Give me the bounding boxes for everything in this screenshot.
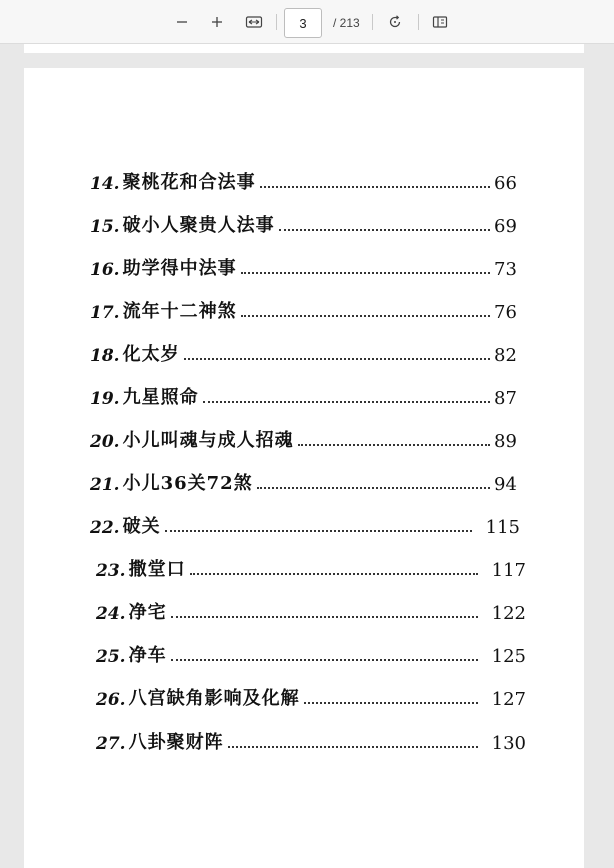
toc-leader [184,358,490,360]
toc-leader [171,616,478,618]
toc-title: 破小人聚贵人法事 [122,215,275,236]
toc-entry[interactable] [96,637,526,667]
toc-number: 20. [90,432,120,452]
page-view-icon [432,15,448,29]
toc-number: 21. [90,475,120,495]
toc-number: 19. [90,389,120,409]
toc-title: 化太岁 [122,344,180,365]
toc-leader [228,746,478,748]
toc-leader [260,186,490,188]
toc-page-number: 76 [494,302,517,323]
toc-leader [298,444,490,446]
toc-page-number: 82 [494,345,517,366]
toc-number: 23. [96,561,126,581]
toc-page-number: 122 [491,603,526,624]
previous-page-edge [24,44,584,53]
toc-page-number: 115 [485,517,520,538]
toc-number: 18. [90,346,120,366]
toc-entry[interactable] [90,336,520,366]
page-number-input[interactable] [284,8,322,38]
zoom-out-icon [175,15,189,29]
toc-page-number: 94 [494,474,517,495]
pdf-toolbar [0,0,614,44]
toc-title: 破关 [122,516,161,537]
toc-title: 撒堂口 [128,559,186,580]
toc-leader [190,573,478,575]
toc-page-number: 127 [491,689,526,710]
toc-entry[interactable] [96,724,526,754]
toc-number: 24. [96,604,126,624]
toc-number: 17. [90,303,120,323]
toc-title: 八卦聚财阵 [128,732,224,753]
toc-title: 小儿叫魂与成人招魂 [122,430,294,451]
toc-number: 27. [96,734,126,754]
fit-width-button[interactable] [242,10,266,34]
toc-title: 小儿36关72煞 [122,473,253,494]
toc-page-number: 89 [494,431,517,452]
zoom-in-icon [210,15,224,29]
toc-page-number: 125 [491,646,526,667]
toc-title: 聚桃花和合法事 [122,172,256,193]
toc-number: 25. [96,647,126,667]
toc-title: 九星照命 [122,387,199,408]
toc-entry[interactable] [96,594,526,624]
toc-entry[interactable] [90,379,520,409]
toc-page-number: 130 [491,733,526,754]
toc-entry[interactable] [90,465,520,495]
toc-number: 26. [96,690,126,710]
toc-title: 净宅 [128,602,167,623]
toc-number: 16. [90,260,120,280]
toc-title: 八宫缺角影响及化解 [128,688,300,709]
toc-page-number: 87 [494,388,517,409]
toc-entry[interactable] [90,508,520,538]
toc-leader [171,659,478,661]
fit-width-icon [245,15,263,29]
toc-title: 净车 [128,645,167,666]
zoom-in-button[interactable] [205,10,229,34]
page-view-button[interactable] [428,10,452,34]
rotate-icon [387,14,403,30]
toc-entry[interactable] [90,293,520,323]
rotate-button[interactable] [383,10,407,34]
toc-entry[interactable] [90,164,520,194]
toolbar-separator [372,14,373,30]
toc-number: 14. [90,174,120,194]
toc-number: 22. [90,518,120,538]
toc-leader [203,401,490,403]
toc-page-number: 73 [494,259,517,280]
zoom-out-button[interactable] [170,10,194,34]
toc-entry[interactable] [90,250,520,280]
toc-title: 助学得中法事 [122,258,237,279]
toc-entry[interactable] [90,207,520,237]
toolbar-separator [418,14,419,30]
toc-leader [279,229,490,231]
toc-number: 15. [90,217,120,237]
toc-leader [304,702,478,704]
toc-entry[interactable] [90,422,520,452]
toc-entry[interactable] [96,551,526,581]
toc-page-number: 117 [491,560,526,581]
page-total: / 213 [333,16,360,30]
toc-page-number: 69 [494,216,517,237]
toc-leader [257,487,490,489]
toolbar-separator [276,14,277,30]
toc-page-number: 66 [494,173,517,194]
toc-leader [241,272,490,274]
toc-leader [241,315,490,317]
document-page [24,68,584,868]
toc-entry[interactable] [96,680,526,710]
toc-leader [165,530,472,532]
toc-title: 流年十二神煞 [122,301,237,322]
